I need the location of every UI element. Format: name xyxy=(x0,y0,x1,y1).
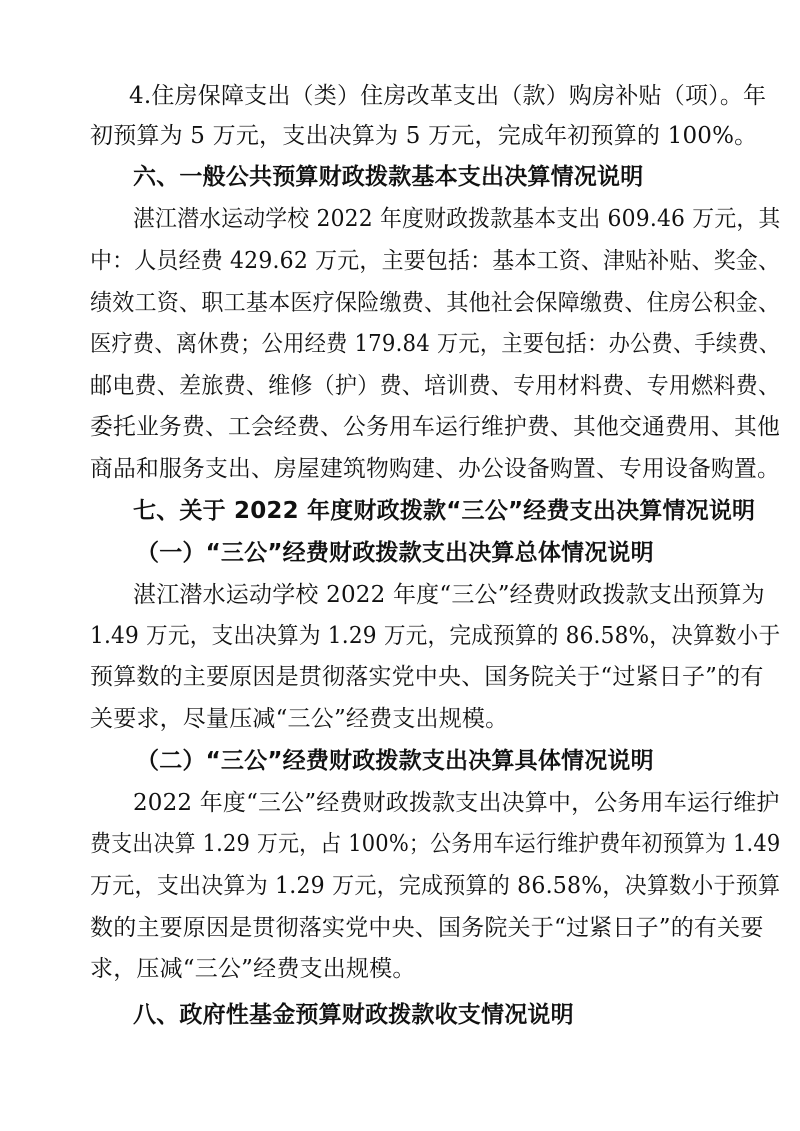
paragraph-three-public-overall-line-3: 预算数的主要原因是贯彻落实党中央、国务院关于“过紧日子”的有 xyxy=(90,664,764,690)
paragraph-basic-expenditure-line-7: 商品和服务支出、房屋建筑物购建、办公设备购置、专用设备购置。 xyxy=(90,456,781,482)
subsection-heading-7-1: （一）“三公”经费财政拨款支出决算总体情况说明 xyxy=(136,540,654,566)
paragraph-housing-subsidy-line-2: 初预算为 5 万元，支出决算为 5 万元，完成年初预算的 100%。 xyxy=(90,123,758,149)
section-heading-6: 六、一般公共预算财政拨款基本支出决算情况说明 xyxy=(133,164,644,190)
paragraph-basic-expenditure-line-3: 绩效工资、职工基本医疗保险缴费、其他社会保障缴费、住房公积金、 xyxy=(90,290,781,316)
paragraph-housing-subsidy-line-1: 4.住房保障支出（类）住房改革支出（款）购房补贴（项）。年 xyxy=(129,83,767,109)
section-heading-8: 八、政府性基金预算财政拨款收支情况说明 xyxy=(133,1002,574,1028)
paragraph-three-public-detail-line-4: 数的主要原因是贯彻落实党中央、国务院关于“过紧日子”的有关要 xyxy=(90,915,764,941)
paragraph-three-public-overall-line-1: 湛江潜水运动学校 2022 年度“三公”经费财政拨款支出预算为 xyxy=(133,582,765,608)
section-heading-7: 七、关于 2022 年度财政拨款“三公”经费支出决算情况说明 xyxy=(133,498,756,524)
paragraph-three-public-detail-line-3: 万元，支出决算为 1.29 万元，完成预算的 86.58%，决算数小于预算 xyxy=(90,873,781,899)
paragraph-three-public-detail-line-5: 求，压减“三公”经费支出规模。 xyxy=(90,956,416,982)
paragraph-basic-expenditure-line-5: 邮电费、差旅费、维修（护）费、培训费、专用材料费、专用燃料费、 xyxy=(90,373,781,399)
paragraph-three-public-detail-line-2: 费支出决算 1.29 万元，占 100%；公务用车运行维护费年初预算为 1.49 xyxy=(90,831,781,857)
paragraph-three-public-overall-line-4: 关要求，尽量压减“三公”经费支出规模。 xyxy=(90,706,509,732)
paragraph-basic-expenditure-line-2: 中：人员经费 429.62 万元，主要包括：基本工资、津贴补贴、奖金、 xyxy=(90,248,781,274)
paragraph-three-public-detail-line-1: 2022 年度“三公”经费财政拨款支出决算中，公务用车运行维护 xyxy=(133,790,780,816)
subsection-heading-7-2: （二）“三公”经费财政拨款支出决算具体情况说明 xyxy=(136,748,654,774)
paragraph-basic-expenditure-line-6: 委托业务费、工会经费、公务用车运行维护费、其他交通费用、其他 xyxy=(90,414,781,440)
paragraph-three-public-overall-line-2: 1.49 万元，支出决算为 1.29 万元，完成预算的 86.58%，决算数小于 xyxy=(90,623,781,649)
paragraph-basic-expenditure-line-4: 医疗费、离休费；公用经费 179.84 万元，主要包括：办公费、手续费、 xyxy=(90,331,781,357)
paragraph-basic-expenditure-line-1: 湛江潜水运动学校 2022 年度财政拨款基本支出 609.46 万元，其 xyxy=(133,206,781,232)
